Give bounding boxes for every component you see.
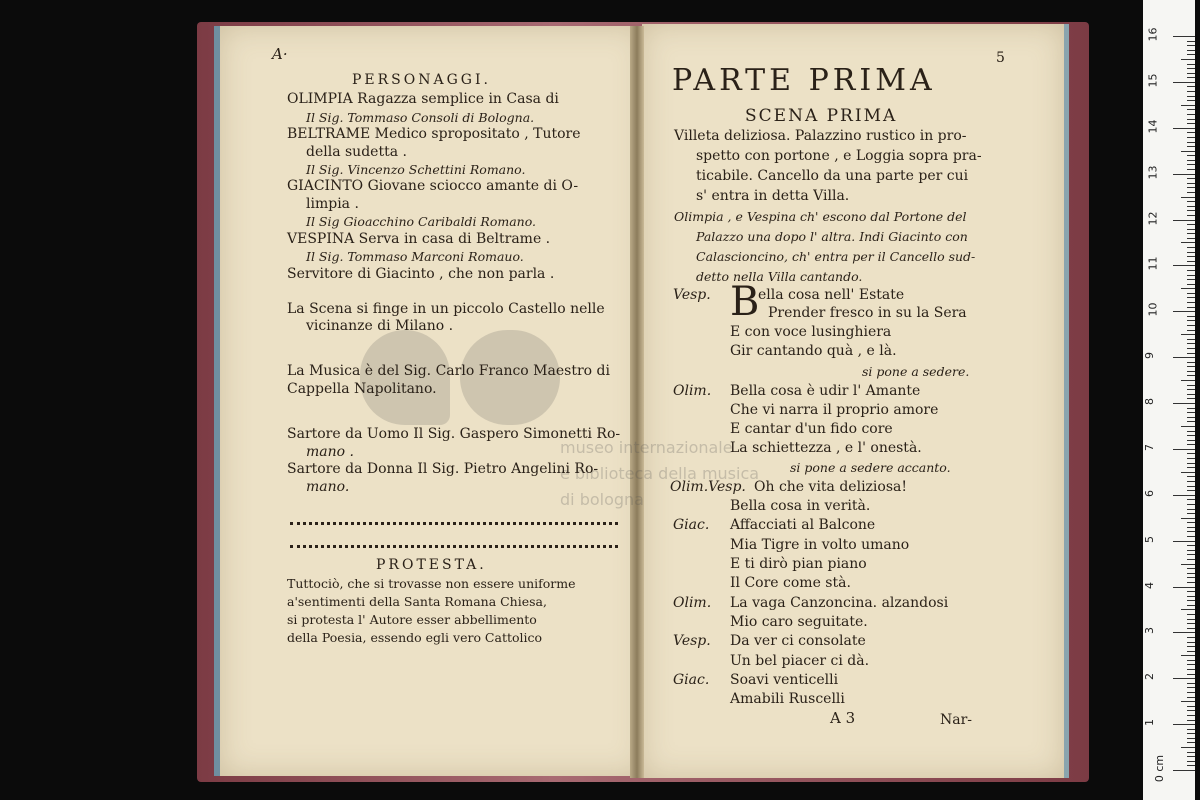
ruler-tick [1181,380,1195,381]
tailor-note: mano. [306,479,350,495]
ruler-tick [1187,96,1195,97]
ruler-tick [1187,591,1195,592]
ruler-tick [1173,587,1195,588]
setting-line: Villeta deliziosa. Palazzino rustico in pro- [674,128,967,144]
ruler-tick [1187,339,1195,340]
ruler-tick [1173,495,1195,496]
speaker: Olim. [673,595,712,611]
right-corner-mark: 5 [996,50,1005,66]
ruler-tick [1187,330,1195,331]
ruler-tick [1187,77,1195,78]
ruler-tick [1187,371,1195,372]
protesta-line: si protesta l' Autore esser abbellimento [287,612,537,627]
ruler-tick [1187,463,1195,464]
ruler-tick [1181,701,1195,702]
ruler-tick [1187,642,1195,643]
ruler-tick [1173,36,1195,37]
ruler-tick [1187,275,1195,276]
music-note: La Musica è del Sig. Carlo Franco Maestro di [287,363,610,379]
ruler-tick [1173,128,1195,129]
ruler-tick [1187,206,1195,207]
ruler-tick [1187,385,1195,386]
ruler-tick [1181,59,1195,60]
verse-line: Che vi narra il proprio amore [730,402,939,418]
ruler-tick [1187,431,1195,432]
ruler-tick [1187,238,1195,239]
verse-line: La vaga Canzoncina. alzandosi [730,595,949,611]
ruler-tick [1187,596,1195,597]
ruler-tick [1187,146,1195,147]
ruler-tick [1187,550,1195,551]
ruler-label: 9 [1143,352,1156,360]
ruler-tick [1187,531,1195,532]
scene-note: vicinanze di Milano . [306,318,454,334]
ruler-tick [1187,467,1195,468]
ruler-tick [1187,375,1195,376]
watermark-text: museo internazionale e biblioteca della musica di bologna [560,438,760,509]
scene-title: SCENA PRIMA [745,106,898,126]
ruler-tick [1187,577,1195,578]
ruler-tick [1181,518,1195,519]
ruler-tick [1187,486,1195,487]
ruler-tick [1187,64,1195,65]
ruler-tick [1187,68,1195,69]
ruler-tick [1181,242,1195,243]
verse-line: Bella cosa è udir l' Amante [730,383,921,399]
ruler-tick [1187,279,1195,280]
ruler-label: 16 [1146,27,1160,42]
ruler-tick [1187,614,1195,615]
ruler-tick [1187,444,1195,445]
speaker: Giac. [673,672,710,688]
ruler-tick [1187,646,1195,647]
cast-line: limpia . [306,196,359,212]
ruler-tick [1187,348,1195,349]
cast-line: GIACINTO Giovane sciocco amante di O- [287,178,579,194]
ruler-tick [1187,261,1195,262]
ruler-tick [1187,398,1195,399]
ruler-tick [1187,362,1195,363]
scene-note: La Scena si finge in un piccolo Castello nelle [287,301,605,317]
ruler-tick [1187,628,1195,629]
ruler-tick [1187,210,1195,211]
tailor-note: Sartore da Uomo Il Sig. Gaspero Simonetti Ro- [287,426,621,442]
ruler-tick [1187,160,1195,161]
ruler-tick [1181,655,1195,656]
ruler-label: 5 [1143,535,1156,543]
stage-direction: Olimpia , e Vespina ch' escono dal Portone del [674,209,967,224]
ruler-tick [1187,545,1195,546]
stage-direction: si pone a sedere. [862,364,970,379]
ruler-tick [1173,403,1195,404]
ruler-tick [1187,256,1195,257]
ruler-tick [1187,554,1195,555]
ruler-tick [1187,481,1195,482]
verse-line: ella cosa nell' Estate [758,287,905,303]
ruler-tick [1187,761,1195,762]
ruler-label: 12 [1146,211,1160,225]
verse-line: Da ver ci consolate [730,633,866,649]
ruler-tick [1187,720,1195,721]
ruler-label: 1 [1143,719,1156,727]
ruler-tick [1187,522,1195,523]
protesta-line: della Poesia, essendo egli vero Cattolico [287,630,543,645]
cast-line: VESPINA Serva in casa di Beltrame . [287,231,551,247]
verse-line: Mio caro seguitate. [730,614,868,630]
ruler-label: 11 [1146,256,1160,271]
ruler-tick [1181,472,1195,473]
personaggi-heading: PERSONAGGI. [352,72,491,88]
ruler-tick [1173,311,1195,312]
ruler-label: 14 [1146,119,1160,134]
ruler-tick [1187,637,1195,638]
ruler-tick [1187,674,1195,675]
ruler-tick [1187,435,1195,436]
ruler-tick [1181,426,1195,427]
ruler-label: 2 [1143,673,1156,681]
ruler-tick [1187,660,1195,661]
ruler-label: 6 [1143,489,1156,497]
verse-line: Mia Tigre in volto umano [730,537,910,553]
ruler-tick [1187,733,1195,734]
ruler-tick [1187,559,1195,560]
ruler-tick [1173,265,1195,266]
ruler-tick [1187,192,1195,193]
verse-line: Amabili Ruscelli [730,691,845,707]
ruler-tick [1187,178,1195,179]
ruler-tick [1173,174,1195,175]
ruler-tick [1173,357,1195,358]
speaker: Vesp. [673,287,711,303]
book-gutter [630,26,644,778]
verse-line: Affacciati al Balcone [730,517,876,533]
verse-line: Bella cosa in verità. [730,498,871,514]
ruler-tick [1187,201,1195,202]
ruler-label: 10 [1146,302,1160,317]
ruler-tick [1187,284,1195,285]
ruler-tick [1187,86,1195,87]
ruler-tick [1187,389,1195,390]
stage-direction: Palazzo una dopo l' altra. Indi Giacinto con [696,229,968,244]
ruler-tick [1187,316,1195,317]
ruler-tick [1187,527,1195,528]
tailor-note: Sartore da Donna Il Sig. Pietro Angelini Ro- [287,461,599,477]
stage-direction: si pone a sedere accanto. [790,460,951,475]
ruler-tick [1187,137,1195,138]
verse-line: E cantar d'un fido core [730,421,893,437]
ornamental-divider [290,522,618,548]
protesta-heading: PROTESTA. [376,557,487,573]
ruler-tick [1173,220,1195,221]
ruler-tick [1187,307,1195,308]
ruler-tick [1173,541,1195,542]
drop-cap: B [730,279,760,325]
ruler-tick [1181,197,1195,198]
ruler-tick [1187,325,1195,326]
ruler-tick [1181,564,1195,565]
ruler-tick [1187,600,1195,601]
ruler-tick [1187,394,1195,395]
protesta-line: Tuttociò, che si trovasse non essere uniforme [287,576,576,591]
ruler-tick [1187,504,1195,505]
setting-line: ticabile. Cancello da una parte per cui [696,168,969,184]
cast-line: Servitore di Giacinto , che non parla . [287,266,555,282]
ruler-tick [1187,297,1195,298]
ruler-tick [1187,343,1195,344]
ruler-tick [1187,132,1195,133]
verse-line: Il Core come stà. [730,575,851,591]
ruler-tick [1187,738,1195,739]
ruler-tick [1187,187,1195,188]
ruler-tick [1187,169,1195,170]
ruler-tick [1187,100,1195,101]
ruler-tick [1187,440,1195,441]
ruler-label: 0 cm [1153,754,1167,783]
ruler-tick [1181,151,1195,152]
tailor-note: mano . [306,444,354,460]
speaker: Vesp. [673,633,711,649]
ruler-tick [1187,54,1195,55]
act-title: PARTE PRIMA [672,63,936,98]
ruler-tick [1173,724,1195,725]
ruler-tick [1173,678,1195,679]
ruler-tick [1187,453,1195,454]
ruler-label: 7 [1143,443,1156,451]
ruler-tick [1187,623,1195,624]
ruler-tick [1187,224,1195,225]
ruler-tick [1187,252,1195,253]
ruler-tick [1181,747,1195,748]
ruler-tick [1187,45,1195,46]
ruler-tick [1187,619,1195,620]
ruler-label: 8 [1143,398,1156,405]
ruler-tick [1187,664,1195,665]
ruler-tick [1187,752,1195,753]
ruler-tick [1187,233,1195,234]
ruler-tick [1187,710,1195,711]
ruler-tick [1173,449,1195,450]
verse-line: Gir cantando quà , e là. [730,343,897,359]
ruler-tick [1187,164,1195,165]
ruler-tick [1187,73,1195,74]
ruler-tick [1187,183,1195,184]
ruler-tick [1187,692,1195,693]
ruler-tick [1187,706,1195,707]
verse-line: E ti dirò pian piano [730,556,867,572]
ruler-tick [1187,715,1195,716]
left-corner-mark: A· [272,45,288,63]
ruler-tick [1187,270,1195,271]
ruler-tick [1187,729,1195,730]
ruler-tick [1187,50,1195,51]
ruler-tick [1187,490,1195,491]
ruler-tick [1187,687,1195,688]
ruler-tick [1187,582,1195,583]
ruler-tick [1181,288,1195,289]
ruler-tick [1181,609,1195,610]
verse-line: E con voce lusinghiera [730,324,892,340]
cast-line: Il Sig. Vincenzo Schettini Romano. [306,162,526,177]
music-note: Cappella Napolitano. [287,381,437,397]
verse-line: Soavi venticelli [730,672,839,688]
ruler-tick [1173,82,1195,83]
ruler-label: 4 [1143,581,1156,589]
ruler-tick [1187,91,1195,92]
ruler-tick [1187,109,1195,110]
ruler-tick [1187,302,1195,303]
signature-mark: A 3 [830,709,856,727]
ruler-tick [1173,632,1195,633]
ruler-tick [1187,765,1195,766]
ruler-tick [1187,412,1195,413]
verse-line: Un bel piacer ci dà. [730,653,870,669]
ruler-tick [1181,334,1195,335]
ruler-tick [1187,756,1195,757]
ruler-label: 13 [1146,165,1160,180]
catchword: Nar- [940,712,973,728]
ruler-label: 3 [1143,627,1156,635]
ruler-tick [1187,568,1195,569]
ruler-tick [1187,421,1195,422]
ruler-tick [1187,293,1195,294]
ruler-tick [1187,215,1195,216]
ruler-tick [1187,114,1195,115]
ruler-tick [1187,683,1195,684]
cast-line: Il Sig. Tommaso Marconi Romauo. [306,249,524,264]
ruler-tick [1173,770,1195,771]
cast-line: della sudetta . [306,144,407,160]
verse-line: La schiettezza , e l' onestà. [730,440,922,456]
speaker: Olim. [673,383,712,399]
protesta-line: a'sentimenti della Santa Romana Chiesa, [287,594,547,609]
ruler-tick [1187,573,1195,574]
ruler-tick [1187,408,1195,409]
ruler-tick [1187,155,1195,156]
ruler-tick [1187,605,1195,606]
ruler-tick [1187,476,1195,477]
setting-line: s' entra in detta Villa. [696,188,850,204]
ruler-tick [1187,513,1195,514]
stage-direction: detto nella Villa cantando. [696,269,863,284]
ruler-tick [1187,669,1195,670]
ruler-tick [1187,458,1195,459]
ruler-tick [1181,105,1195,106]
ruler-tick [1187,123,1195,124]
ruler-tick [1187,366,1195,367]
ruler-tick [1187,142,1195,143]
ruler-tick [1187,417,1195,418]
ruler-tick [1187,320,1195,321]
ruler-tick [1187,229,1195,230]
speaker: Olim.Vesp. [670,479,746,495]
setting-line: spetto con portone , e Loggia sopra pra- [696,148,982,164]
ruler-tick [1187,742,1195,743]
stage-direction: Calascioncino, ch' entra per il Cancello sud- [696,249,976,264]
ruler-tick [1187,499,1195,500]
verse-line: Oh che vita deliziosa! [754,479,907,495]
cast-line: Il Sig. Tommaso Consoli di Bologna. [306,110,535,125]
ruler-tick [1187,353,1195,354]
ruler-tick [1187,247,1195,248]
ruler-tick [1187,119,1195,120]
ruler-tick [1187,651,1195,652]
ruler-tick [1187,697,1195,698]
ruler-tick [1187,536,1195,537]
cast-line: BELTRAME Medico spropositato , Tutore [287,126,581,142]
ruler-tick [1187,509,1195,510]
ruler-tick [1187,41,1195,42]
cast-line: OLIMPIA Ragazza semplice in Casa di [287,91,559,107]
verse-line: Prender fresco in su la Sera [768,305,967,321]
cast-line: Il Sig Gioacchino Caribaldi Romano. [306,214,536,229]
ruler-label: 15 [1146,73,1160,88]
speaker: Giac. [673,517,710,533]
